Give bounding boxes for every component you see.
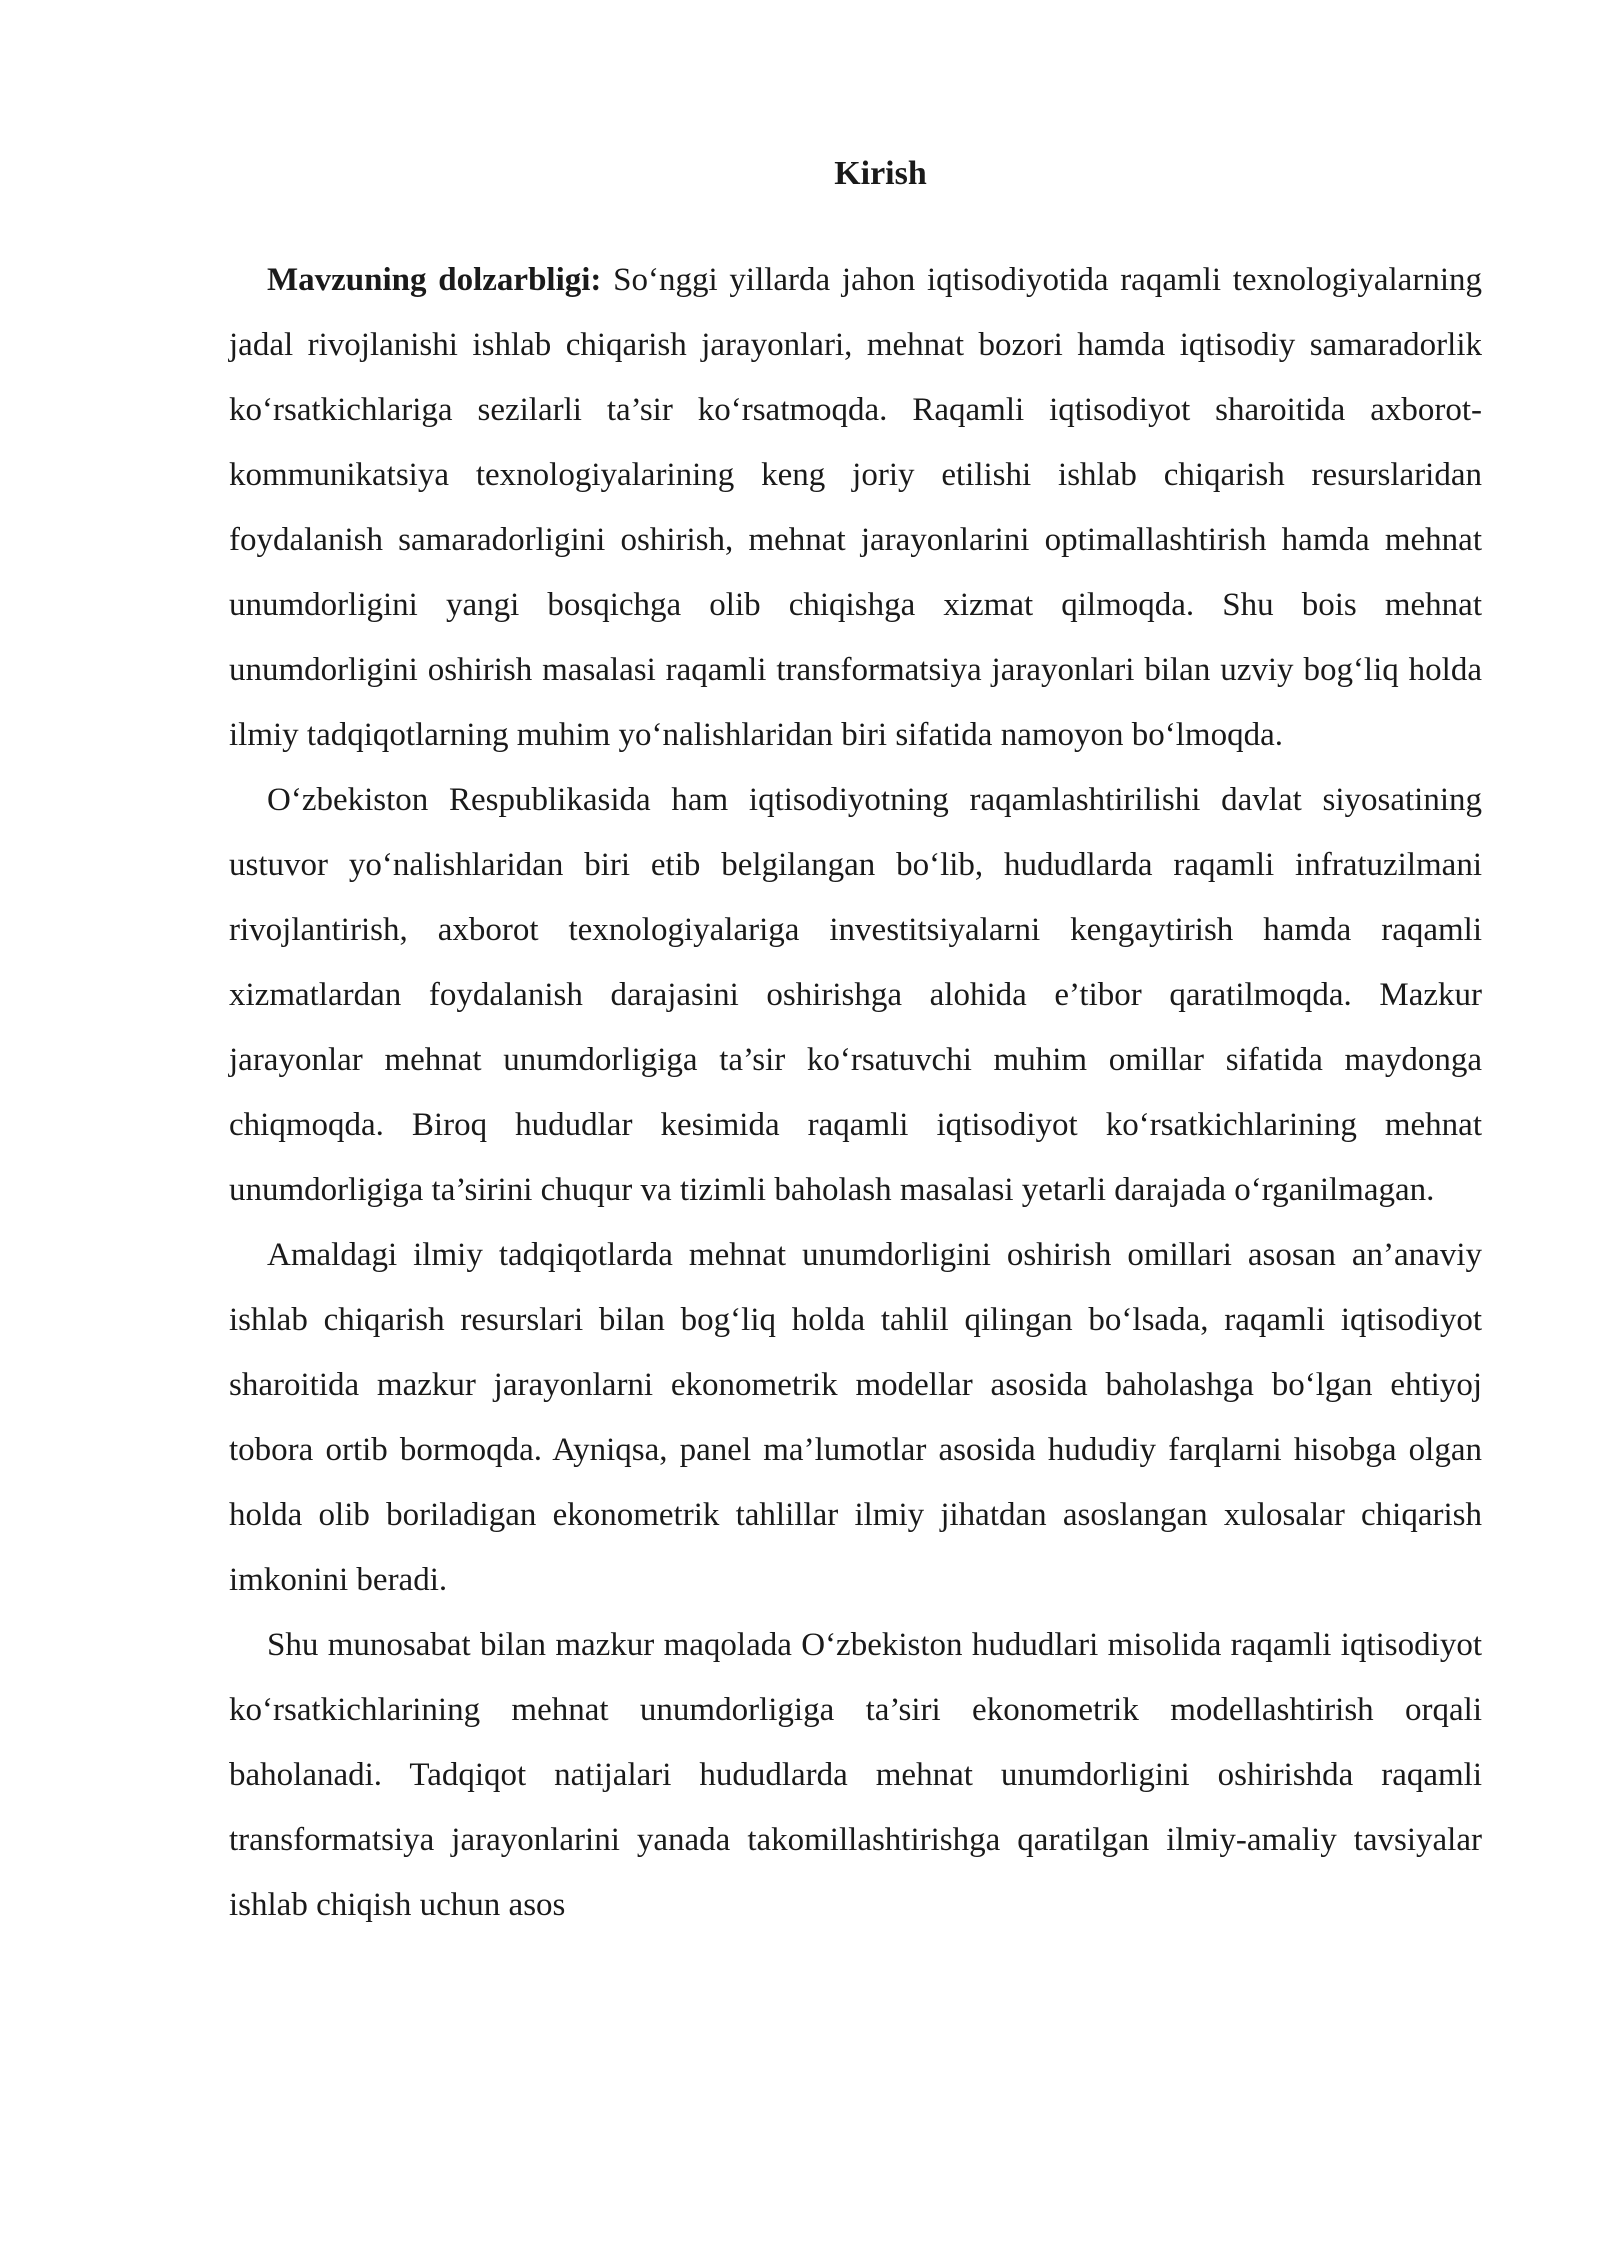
paragraph-lead-heading: Mavzuning dolzarbligi: (267, 262, 602, 298)
page-title: Kirish (834, 155, 927, 192)
paragraph-research (229, 1223, 1482, 1613)
paragraph-uzbekistan (229, 768, 1482, 1223)
paragraph-text: So‘nggi yillarda jahon iqtisodiyotida raqamli texnologiyalarning jadal rivojlanishi ishlab chiqarish jarayonlari, mehnat bozori hamda iqtisodiy samaradorlik ko‘rsatkichlariga sezilarli ta’sir ko‘rsatmoqda. Raqamli iqtisodiyot sharoitida axborot-kommunikatsiya texnologiyalarining keng joriy etilishi ishlab chiqarish resurslaridan foydalanish samaradorligini oshirish, mehnat jarayonlarini optimallashtirish hamda mehnat unumdorligini yangi bosqichga olib chiqishga xizmat qilmoqda. Shu bois mehnat unumdorligini oshirish masalasi raqamli transformatsiya jarayonlari bilan uzviy bog‘liq holda ilmiy tadqiqotlarning muhim yo‘nalishlaridan biri sifatida namoyon bo‘lmoqda. (229, 262, 1482, 753)
paragraph-purpose (229, 1613, 1482, 1938)
paragraph-text: O‘zbekiston Respublikasida ham iqtisodiyotning raqamlashtirilishi davlat siyosatining ustuvor yo‘nalishlaridan biri etib belgilangan bo‘lib, hududlarda raqamli infratuzilmani rivojlantirish, axborot texnologiyalariga investitsiyalarni kengaytirish hamda raqamli xizmatlardan foydalanish darajasini oshirishga alohida e’tibor qaratilmoqda. Mazkur jarayonlar mehnat unumdorligiga ta’sir ko‘rsatuvchi muhim omillar sifatida maydonga chiqmoqda. Biroq hududlar kesimida raqamli iqtisodiyot ko‘rsatkichlarining mehnat unumdorligiga ta’sirini chuqur va tizimli baholash masalasi yetarli darajada o‘rganilmagan. (229, 782, 1482, 1208)
paragraph-text: Shu munosabat bilan mazkur maqolada O‘zbekiston hududlari misolida raqamli iqtisodiyot ko‘rsatkichlarining mehnat unumdorligiga ta’siri ekonometrik modellashtirish orqali baholanadi. Tadqiqot natijalari hududlarda mehnat unumdorligini oshirishda raqamli transformatsiya jarayonlarini yanada takomillashtirishga qaratilgan ilmiy-amaliy tavsiyalar ishlab chiqish uchun asos (229, 1627, 1482, 1923)
paragraph-relevance (229, 248, 1482, 768)
document-body (229, 148, 1482, 1938)
paragraph-text: Amaldagi ilmiy tadqiqotlarda mehnat unumdorligini oshirish omillari asosan an’anaviy ishlab chiqarish resurslari bilan bog‘liq holda tahlil qilingan bo‘lsada, raqamli iqtisodiyot sharoitida mazkur jarayonlarni ekonometrik modellar asosida baholashga bo‘lgan ehtiyoj tobora ortib bormoqda. Ayniqsa, panel ma’lumotlar asosida hududiy farqlarni hisobga olgan holda olib boriladigan ekonometrik tahlillar ilmiy jihatdan asoslangan xulosalar chiqarish imkonini beradi. (229, 1237, 1482, 1598)
